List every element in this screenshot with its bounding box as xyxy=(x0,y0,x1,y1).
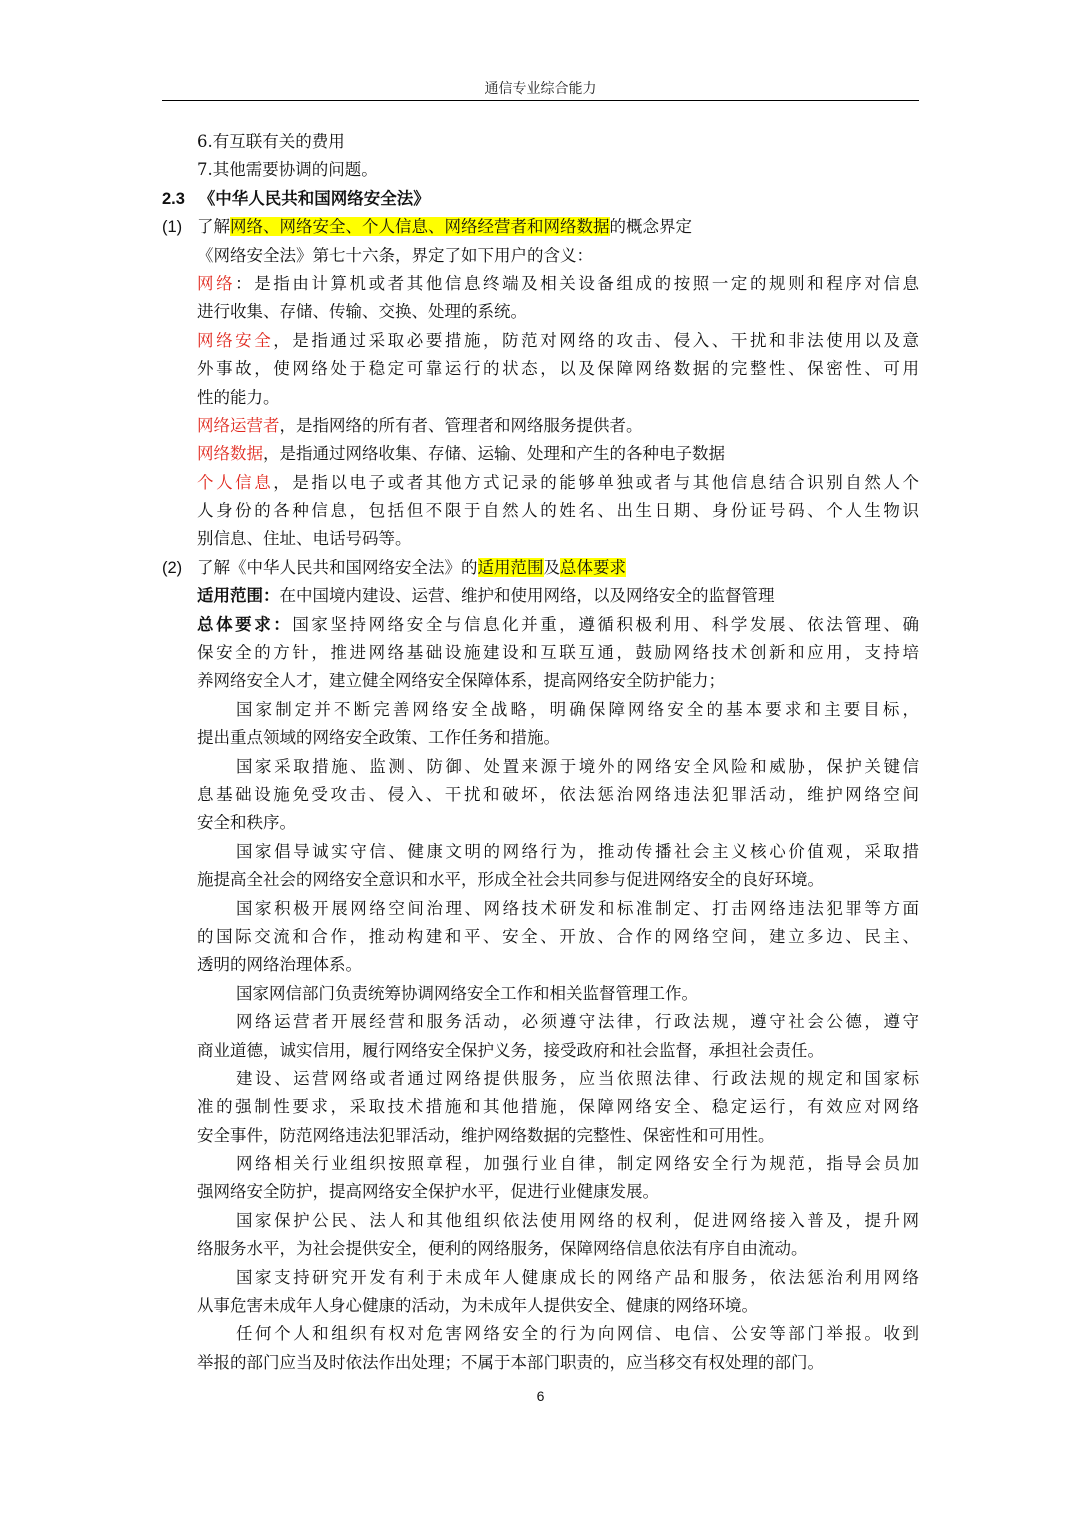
requirements-label: 总体要求： xyxy=(197,614,293,634)
definitions-list xyxy=(162,270,919,554)
definition-line xyxy=(162,469,919,497)
definition-term: 网络数据 xyxy=(197,444,263,464)
definition-line xyxy=(162,412,919,440)
page-content xyxy=(162,128,919,1377)
paragraph-line: 施提高全社会的网络安全意识和水平，形成全社会共同参与促进网络安全的良好环境。 xyxy=(197,870,824,890)
definition-text: ，是指以电子或者其他方式记录的能够单独或者与其他信息结合识别自然人个 xyxy=(273,472,919,492)
paragraph-line: 国家积极开展网络空间治理、网络技术研发和标准制定、打击网络违法犯罪等方面 xyxy=(236,898,919,918)
paragraph-line: 国家倡导诚实守信、健康文明的网络行为，推动传播社会主义核心价值观，采取措 xyxy=(236,841,919,861)
definition-term: 网络运营者 xyxy=(197,415,280,435)
paragraph-line: 国家保护公民、法人和其他组织依法使用网络的权利，促进网络接入普及，提升网 xyxy=(236,1210,919,1230)
definition-term: 个人信息 xyxy=(197,472,274,492)
definition-text: ：是指由计算机或者其他信息终端及相关设备组成的按照一定的规则和程序对信息 xyxy=(235,273,919,293)
definition-line xyxy=(162,525,919,553)
section-number: 2.3 xyxy=(162,189,185,208)
paragraph-line: 息基础设施免受攻击、侵入、干扰和破坏，依法惩治网络违法犯罪活动，维护网络空间 xyxy=(197,784,919,804)
section-heading xyxy=(162,185,919,213)
paragraph-line: 络服务水平，为社会提供安全，便利的网络服务，保障网络信息依法有序自由流动。 xyxy=(197,1239,808,1259)
definition-line xyxy=(162,440,919,468)
paragraph-line: 网络运营者开展经营和服务活动，必须遵守法律，行政法规，遵守社会公德，遵守 xyxy=(236,1012,919,1032)
definition-text: 别信息、住址、电话号码等。 xyxy=(197,529,412,549)
requirements-line-3: 养网络安全人才，建立健全网络安全保障体系，提高网络安全防护能力； xyxy=(197,671,725,691)
definition-text: 外事故，使网络处于稳定可靠运行的状态，以及保障网络数据的完整性、保密性、可用 xyxy=(197,359,919,379)
definition-term: 网络安全 xyxy=(197,330,274,350)
part2-highlight-scope: 适用范围 xyxy=(477,557,544,577)
list-item-6: 6.有互联有关的费用 xyxy=(197,132,345,151)
paragraph-line: 透明的网络治理体系。 xyxy=(197,955,362,975)
body-paragraphs xyxy=(162,696,919,1377)
definition-text: ，是指网络的所有者、管理者和网络服务提供者。 xyxy=(279,415,643,435)
definition-line xyxy=(162,327,919,355)
definition-line xyxy=(162,384,919,412)
paragraph-line: 国家采取措施、监测、防御、处置来源于境外的网络安全风险和威胁，保护关键信 xyxy=(236,756,919,776)
definition-text: ，是指通过网络收集、存储、运输、处理和产生的各种电子数据 xyxy=(263,444,725,464)
paragraph-line: 安全事件，防范网络违法犯罪活动，维护网络数据的完整性、保密性和可用性。 xyxy=(197,1125,775,1145)
paragraph-line: 准的强制性要求，采取技术措施和其他措施，保障网络安全、稳定运行，有效应对网络 xyxy=(197,1097,919,1117)
page-header: 通信专业综合能力 xyxy=(484,81,597,97)
part2-prefix: 了解《中华人民共和国网络安全法》的 xyxy=(197,557,478,577)
paragraph-line: 国家制定并不断完善网络安全战略，明确保障网络安全的基本要求和主要目标， xyxy=(236,699,919,719)
paragraph-line: 安全和秩序。 xyxy=(197,813,296,833)
paragraph-line: 的国际交流和合作，推动构建和平、安全、开放、合作的网络空间，建立多边、民主、 xyxy=(197,926,919,946)
definition-text: 性的能力。 xyxy=(197,387,280,407)
part1-suffix: 的概念界定 xyxy=(609,217,692,237)
header-divider xyxy=(162,100,919,101)
part2-heading xyxy=(162,554,919,582)
paragraph-line: 商业道德，诚实信用，履行网络安全保护义务，接受政府和社会监督，承担社会责任。 xyxy=(197,1040,824,1060)
part1-heading xyxy=(162,213,919,241)
scope-line xyxy=(162,582,919,610)
part2-mid: 及 xyxy=(543,557,560,577)
scope-text: 在中国境内建设、运营、维护和使用网络，以及网络安全的监督管理 xyxy=(279,586,775,606)
part1-highlight: 网络、网络安全、个人信息、网络经营者和网络数据 xyxy=(230,217,610,237)
definition-text: ，是指通过采取必要措施，防范对网络的攻击、侵入、干扰和非法使用以及意 xyxy=(273,330,919,350)
paragraph-line: 国家网信部门负责统筹协调网络安全工作和相关监督管理工作。 xyxy=(236,983,698,1003)
paragraph-line: 建设、运营网络或者通过网络提供服务，应当依照法律、行政法规的规定和国家标 xyxy=(236,1068,919,1088)
part1-intro: 《网络安全法》第七十六条，界定了如下用户的含义： xyxy=(197,245,593,265)
definition-text: 人身份的各种信息，包括但不限于自然人的姓名、出生日期、身份证号码、个人生物识 xyxy=(197,501,919,521)
paragraph-line: 举报的部门应当及时依法作出处理；不属于本部门职责的，应当移交有权处理的部门。 xyxy=(197,1352,824,1372)
definition-line xyxy=(162,355,919,383)
definition-line xyxy=(162,270,919,298)
requirements-line-1 xyxy=(162,611,919,639)
definition-text: 进行收集、存储、传输、交换、处理的系统。 xyxy=(197,302,527,322)
definition-line xyxy=(162,298,919,326)
part2-number: (2) xyxy=(162,558,183,577)
paragraph-line: 任何个人和组织有权对危害网络安全的行为向网信、电信、公安等部门举报。收到 xyxy=(236,1324,919,1344)
paragraph-line: 国家支持研究开发有利于未成年人健康成长的网络产品和服务，依法惩治利用网络 xyxy=(236,1267,919,1287)
paragraph-line: 从事危害未成年人身心健康的活动，为未成年人提供安全、健康的网络环境。 xyxy=(197,1296,758,1316)
part2-highlight-requirements: 总体要求 xyxy=(560,557,626,577)
requirements-text-1: 国家坚持网络安全与信息化并重，遵循积极利用、科学发展、依法管理、确 xyxy=(292,614,919,634)
paragraph-line: 强网络安全防护，提高网络安全保护水平，促进行业健康发展。 xyxy=(197,1182,659,1202)
paragraph-line: 网络相关行业组织按照章程，加强行业自律，制定网络安全行为规范，指导会员加 xyxy=(236,1154,919,1174)
requirements-line-2: 保安全的方针，推进网络基础设施建设和互联互通，鼓励网络技术创新和应用，支持培 xyxy=(197,643,919,663)
section-title: 《中华人民共和国网络安全法》 xyxy=(198,188,430,208)
paragraph-line: 提出重点领域的网络安全政策、工作任务和措施。 xyxy=(197,728,560,748)
part1-number: (1) xyxy=(162,218,183,237)
definition-line xyxy=(162,497,919,525)
list-item-7: 7.其他需要协调的问题。 xyxy=(197,160,378,180)
definition-term: 网络 xyxy=(197,273,236,293)
part1-prefix: 了解 xyxy=(197,217,230,237)
page-number: 6 xyxy=(536,1388,545,1404)
scope-label: 适用范围： xyxy=(197,586,280,606)
